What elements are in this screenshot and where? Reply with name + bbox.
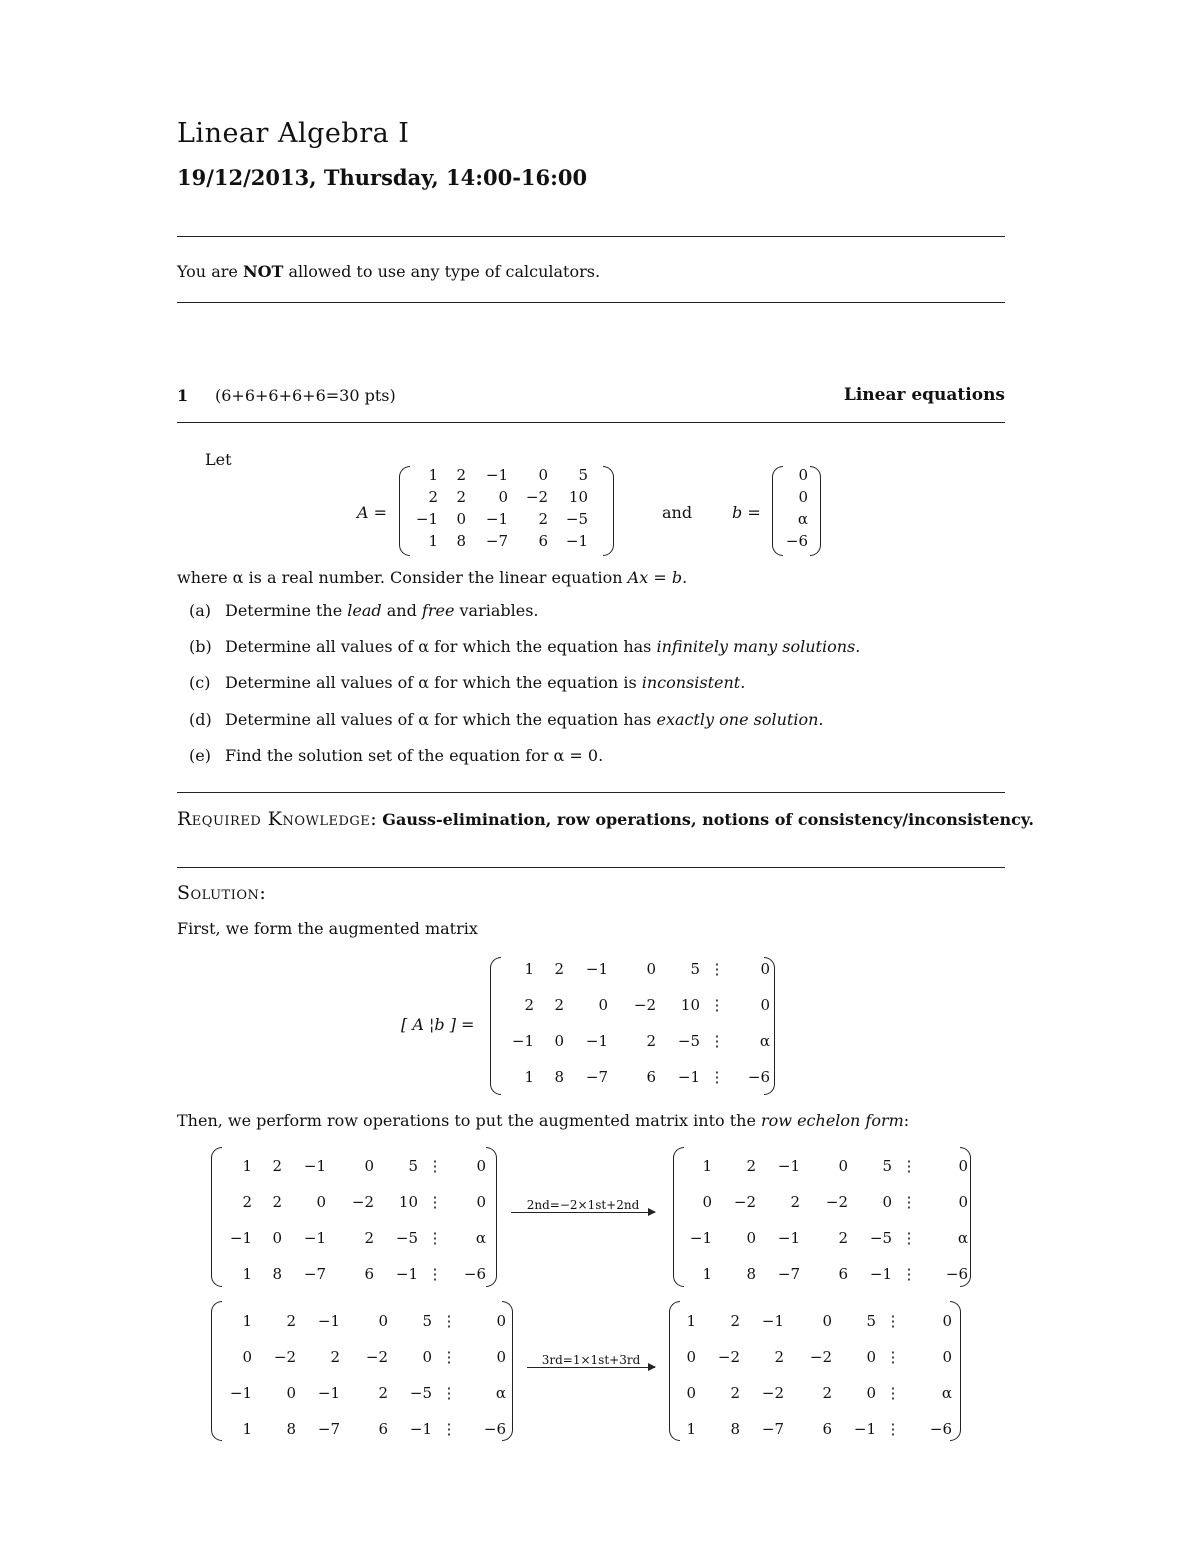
matrix-a-cell: 2 xyxy=(538,510,548,528)
problem-item xyxy=(189,710,823,729)
step2-input-cell: −7 xyxy=(317,1420,340,1438)
divider xyxy=(177,792,1005,793)
step1-result-cell: −2 xyxy=(825,1193,848,1211)
step2-result-cell: 0 xyxy=(686,1384,696,1402)
divider xyxy=(177,867,1005,868)
augmented-cell: 5 xyxy=(690,960,700,978)
matrix-a-cell: −1 xyxy=(485,466,508,484)
step1-input-cell: −1 xyxy=(395,1265,418,1283)
matrix-a-cell: 1 xyxy=(428,532,438,550)
augmented-cell: 0 xyxy=(760,996,770,1014)
problem-item xyxy=(189,673,745,692)
matrix-a-label: A = xyxy=(357,503,388,522)
divider xyxy=(177,236,1005,237)
augmented-cell: −1 xyxy=(677,1068,700,1086)
step1-input-cell: −2 xyxy=(351,1193,374,1211)
step1-result-cell: ⋮ xyxy=(901,1157,917,1175)
step1-input-cell: ⋮ xyxy=(427,1265,443,1283)
required-knowledge: Required Knowledge: Gauss-elimination, row operations, notions of consistency/inconsistency. xyxy=(177,808,1034,830)
step2-input-cell: −1 xyxy=(317,1312,340,1330)
step2-input-cell: −1 xyxy=(317,1384,340,1402)
step1-input-cell: 2 xyxy=(272,1193,282,1211)
step1-result-cell: 0 xyxy=(958,1157,968,1175)
step2-result-cell: −2 xyxy=(761,1384,784,1402)
right-paren xyxy=(810,466,821,556)
matrix-a-cell: 0 xyxy=(498,488,508,506)
step2-result-cell: 0 xyxy=(866,1384,876,1402)
step1-input-cell: −1 xyxy=(303,1157,326,1175)
step2-result-cell: −6 xyxy=(929,1420,952,1438)
step1-input-cell: 1 xyxy=(242,1157,252,1175)
solution-heading: Solution: xyxy=(177,882,267,904)
item-text: and xyxy=(386,601,422,620)
right-paren xyxy=(950,1301,961,1441)
step2-result-cell: ⋮ xyxy=(885,1348,901,1366)
matrix-after-step2 xyxy=(676,1312,954,1439)
step1-result-cell: 0 xyxy=(958,1193,968,1211)
step2-input-cell: −1 xyxy=(409,1420,432,1438)
vector-b-cell: 0 xyxy=(798,488,808,506)
matrix-a-cell: 0 xyxy=(538,466,548,484)
right-paren xyxy=(764,957,775,1095)
step1-result-cell: 0 xyxy=(838,1157,848,1175)
step2-input-cell: ⋮ xyxy=(441,1384,457,1402)
step1-result-cell: −1 xyxy=(689,1229,712,1247)
step1-result-cell: ⋮ xyxy=(901,1229,917,1247)
solution-intro: First, we form the augmented matrix xyxy=(177,919,478,938)
matrix-a-cell: 10 xyxy=(568,488,588,506)
augmented-cell: ⋮ xyxy=(709,1032,725,1050)
step1-result-cell: 6 xyxy=(838,1265,848,1283)
item-label: (b) xyxy=(189,637,212,656)
step1-result-cell: 5 xyxy=(882,1157,892,1175)
problem-topic: Linear equations xyxy=(843,385,1005,405)
step1-input-cell: 2 xyxy=(242,1193,252,1211)
step2-result-cell: ⋮ xyxy=(885,1384,901,1402)
augmented-cell: 2 xyxy=(646,1032,656,1050)
augmented-cell: 0 xyxy=(554,1032,564,1050)
augmented-label: [ A ¦b ] = xyxy=(401,1015,475,1034)
item-text: exactly one solution. xyxy=(656,710,824,729)
problem-item xyxy=(189,601,539,620)
matrix-a-cell: 2 xyxy=(456,466,466,484)
augmented-cell: 2 xyxy=(524,996,534,1014)
matrix-a-cell: 1 xyxy=(428,466,438,484)
step2-result-cell: 0 xyxy=(822,1312,832,1330)
step2-input-cell: 0 xyxy=(422,1348,432,1366)
step1-input-cell: 0 xyxy=(316,1193,326,1211)
augmented-cell: 2 xyxy=(554,996,564,1014)
item-text: Determine all values of α for which the equation is xyxy=(225,673,642,692)
step1-result-cell: 2 xyxy=(746,1157,756,1175)
step2-result-cell: 0 xyxy=(686,1348,696,1366)
step1-input-cell: −6 xyxy=(463,1265,486,1283)
step2-input-cell: 0 xyxy=(242,1348,252,1366)
right-paren xyxy=(960,1147,971,1287)
step2-input-cell: 2 xyxy=(330,1348,340,1366)
item-label: (e) xyxy=(189,746,211,765)
augmented-cell: 0 xyxy=(646,960,656,978)
step2-result-cell: 2 xyxy=(730,1384,740,1402)
item-text: lead xyxy=(347,601,387,620)
step2-result-cell: 2 xyxy=(774,1348,784,1366)
step2-input-cell: −1 xyxy=(229,1384,252,1402)
step2-result-cell: 0 xyxy=(942,1312,952,1330)
augmented-cell: −6 xyxy=(747,1068,770,1086)
step1-result-cell: −2 xyxy=(733,1193,756,1211)
step1-result-cell: −1 xyxy=(777,1229,800,1247)
step2-input-cell: 5 xyxy=(422,1312,432,1330)
step1-input-cell: 8 xyxy=(272,1265,282,1283)
step2-result-cell: 1 xyxy=(686,1420,696,1438)
step1-input-cell: −7 xyxy=(303,1265,326,1283)
step2-input-cell: 0 xyxy=(496,1312,506,1330)
item-text: infinitely many solutions. xyxy=(656,637,861,656)
vector-b-cell: α xyxy=(797,510,808,528)
step1-input-cell: 2 xyxy=(364,1229,374,1247)
step1-result-cell: 0 xyxy=(746,1229,756,1247)
divider xyxy=(177,302,1005,303)
matrix-a-cell: 0 xyxy=(456,510,466,528)
augmented-cell: α xyxy=(759,1032,770,1050)
item-text: free xyxy=(421,601,460,620)
step2-result-cell: 2 xyxy=(822,1384,832,1402)
matrix-a-cell: 2 xyxy=(456,488,466,506)
step2-arrow: 3rd=1×1st+3rd xyxy=(527,1353,655,1368)
step2-result-cell: −2 xyxy=(717,1348,740,1366)
step1-input-cell: α xyxy=(475,1229,486,1247)
step1-input-cell: −1 xyxy=(229,1229,252,1247)
step2-input-cell: 8 xyxy=(286,1420,296,1438)
step1-result-cell: −7 xyxy=(777,1265,800,1283)
step2-input-cell: −5 xyxy=(409,1384,432,1402)
step2-result-cell: α xyxy=(941,1384,952,1402)
matrix-before-step2 xyxy=(220,1312,508,1439)
step2-result-cell: −7 xyxy=(761,1420,784,1438)
step2-input-cell: 1 xyxy=(242,1420,252,1438)
right-paren xyxy=(502,1301,513,1441)
step2-input-cell: 0 xyxy=(378,1312,388,1330)
vector-b xyxy=(782,466,810,551)
exam-date: 19/12/2013, Thursday, 14:00-16:00 xyxy=(177,165,588,190)
step1-input-cell: 0 xyxy=(272,1229,282,1247)
row-echelon-intro: Then, we perform row operations to put the augmented matrix into the row echelon form: xyxy=(177,1111,910,1130)
problem-item xyxy=(189,637,860,656)
problem-statement: where α is a real number. Consider the linear equation Ax = b. xyxy=(177,568,688,587)
item-label: (c) xyxy=(189,673,211,692)
item-text: Determine the xyxy=(225,601,348,620)
step2-input-cell: ⋮ xyxy=(441,1312,457,1330)
matrix-a-cell: −7 xyxy=(485,532,508,550)
step1-result-cell: 2 xyxy=(790,1193,800,1211)
step1-result-cell: −6 xyxy=(945,1265,968,1283)
step2-input-cell: α xyxy=(495,1384,506,1402)
step1-input-cell: ⋮ xyxy=(427,1229,443,1247)
item-label: (d) xyxy=(189,710,212,729)
matrix-after-step1 xyxy=(684,1157,970,1284)
step2-result-cell: −1 xyxy=(853,1420,876,1438)
augmented-cell: 1 xyxy=(524,960,534,978)
step1-result-cell: −1 xyxy=(869,1265,892,1283)
step2-result-cell: 2 xyxy=(730,1312,740,1330)
left-paren xyxy=(673,1147,684,1287)
augmented-cell: −7 xyxy=(585,1068,608,1086)
step2-input-cell: 0 xyxy=(286,1384,296,1402)
step1-result-cell: 1 xyxy=(702,1265,712,1283)
augmented-cell: −1 xyxy=(511,1032,534,1050)
right-paren xyxy=(603,466,614,556)
item-text: Determine all values of α for which the equation has xyxy=(225,637,657,656)
step2-input-cell: ⋮ xyxy=(441,1348,457,1366)
step2-input-cell: 1 xyxy=(242,1312,252,1330)
problem-number: 1 xyxy=(177,386,189,405)
augmented-cell: ⋮ xyxy=(709,960,725,978)
augmented-cell: −5 xyxy=(677,1032,700,1050)
step2-input-cell: 2 xyxy=(286,1312,296,1330)
matrix-a-cell: −1 xyxy=(485,510,508,528)
matrix-a-cell: −1 xyxy=(565,532,588,550)
step1-input-cell: 6 xyxy=(364,1265,374,1283)
augmented-cell: 1 xyxy=(524,1068,534,1086)
step2-input-cell: 0 xyxy=(496,1348,506,1366)
step1-result-cell: 1 xyxy=(702,1157,712,1175)
step2-result-cell: 0 xyxy=(866,1348,876,1366)
step1-arrow: 2nd=−2×1st+2nd xyxy=(511,1198,655,1213)
step1-result-cell: 2 xyxy=(838,1229,848,1247)
step1-result-cell: ⋮ xyxy=(901,1265,917,1283)
augmented-cell: ⋮ xyxy=(709,1068,725,1086)
let-text: Let xyxy=(205,450,232,469)
step2-result-cell: 0 xyxy=(942,1348,952,1366)
step2-input-cell: −2 xyxy=(273,1348,296,1366)
step1-input-cell: −5 xyxy=(395,1229,418,1247)
matrix-a-cell: 6 xyxy=(538,532,548,550)
step1-result-cell: α xyxy=(957,1229,968,1247)
step2-input-cell: 2 xyxy=(378,1384,388,1402)
matrix-a-cell: 2 xyxy=(428,488,438,506)
item-label: (a) xyxy=(189,601,212,620)
item-text: Determine all values of α for which the equation has xyxy=(225,710,657,729)
step1-result-cell: −5 xyxy=(869,1229,892,1247)
augmented-cell: 2 xyxy=(554,960,564,978)
matrix-a-cell: −5 xyxy=(565,510,588,528)
divider xyxy=(177,422,1005,423)
step2-input-cell: 6 xyxy=(378,1420,388,1438)
step1-input-cell: 10 xyxy=(398,1193,418,1211)
step2-result-cell: 6 xyxy=(822,1420,832,1438)
step1-input-cell: 1 xyxy=(242,1265,252,1283)
problem-item xyxy=(189,746,603,765)
step1-result-cell: −1 xyxy=(777,1157,800,1175)
augmented-cell: 0 xyxy=(760,960,770,978)
page-title: Linear Algebra I xyxy=(177,118,410,149)
step2-input-cell: −2 xyxy=(365,1348,388,1366)
step1-input-cell: 0 xyxy=(476,1193,486,1211)
problem-points: (6+6+6+6+6=30 pts) xyxy=(215,386,396,405)
vector-b-cell: 0 xyxy=(798,466,808,484)
augmented-cell: −2 xyxy=(633,996,656,1014)
step2-result-cell: −2 xyxy=(809,1348,832,1366)
vector-b-label: b = xyxy=(732,503,761,522)
augmented-cell: 10 xyxy=(680,996,700,1014)
step1-result-cell: 0 xyxy=(882,1193,892,1211)
and-text: and xyxy=(662,503,693,522)
augmented-cell: 0 xyxy=(598,996,608,1014)
item-text: inconsistent. xyxy=(641,673,746,692)
step2-result-cell: −1 xyxy=(761,1312,784,1330)
item-text: variables. xyxy=(459,601,539,620)
step1-input-cell: −1 xyxy=(303,1229,326,1247)
augmented-cell: −1 xyxy=(585,1032,608,1050)
item-text: Find the solution set of the equation for α = 0. xyxy=(225,746,604,765)
step2-input-cell: −6 xyxy=(483,1420,506,1438)
step2-result-cell: 1 xyxy=(686,1312,696,1330)
augmented-cell: 8 xyxy=(554,1068,564,1086)
calculator-notice: You are NOT allowed to use any type of calculators. xyxy=(177,262,601,281)
step1-input-cell: ⋮ xyxy=(427,1157,443,1175)
matrix-before-step1 xyxy=(220,1157,488,1284)
step2-input-cell: ⋮ xyxy=(441,1420,457,1438)
step1-result-cell: ⋮ xyxy=(901,1193,917,1211)
step1-input-cell: 2 xyxy=(272,1157,282,1175)
augmented-matrix xyxy=(500,960,772,1087)
step2-result-cell: ⋮ xyxy=(885,1312,901,1330)
right-paren xyxy=(486,1147,497,1287)
matrix-a xyxy=(412,466,590,551)
matrix-a-cell: −1 xyxy=(415,510,438,528)
augmented-cell: 6 xyxy=(646,1068,656,1086)
augmented-cell: −1 xyxy=(585,960,608,978)
augmented-cell: ⋮ xyxy=(709,996,725,1014)
matrix-a-cell: 5 xyxy=(578,466,588,484)
step1-input-cell: 0 xyxy=(364,1157,374,1175)
vector-b-cell: −6 xyxy=(785,532,808,550)
step1-input-cell: ⋮ xyxy=(427,1193,443,1211)
step2-result-cell: ⋮ xyxy=(885,1420,901,1438)
step1-input-cell: 5 xyxy=(408,1157,418,1175)
step1-input-cell: 0 xyxy=(476,1157,486,1175)
left-paren xyxy=(399,466,410,556)
matrix-a-cell: 8 xyxy=(456,532,466,550)
step2-result-cell: 8 xyxy=(730,1420,740,1438)
step2-result-cell: 5 xyxy=(866,1312,876,1330)
step1-result-cell: 0 xyxy=(702,1193,712,1211)
matrix-a-cell: −2 xyxy=(525,488,548,506)
step1-result-cell: 8 xyxy=(746,1265,756,1283)
